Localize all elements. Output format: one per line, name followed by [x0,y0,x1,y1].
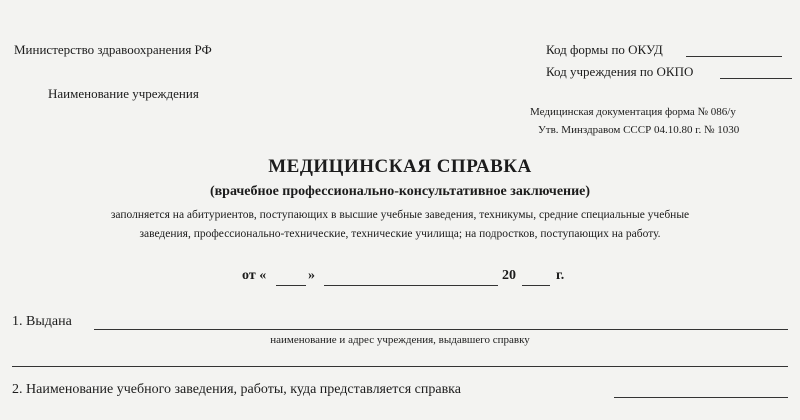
date-year-field[interactable] [522,285,550,286]
date-year-prefix: 20 [502,268,516,283]
okud-label: Код формы по ОКУД [546,42,663,57]
issued-label: 1. Выдана [12,314,72,329]
date-from-label: от « [242,268,267,283]
okpo-label: Код учреждения по ОКПО [546,64,694,79]
date-year-suffix: г. [556,268,565,283]
certificate-title: МЕДИЦИНСКАЯ СПРАВКА [268,156,532,177]
issued-caption: наименование и адрес учреждения, выдавшего справку [270,334,530,346]
ministry-name: Министерство здравоохранения РФ [14,42,212,57]
date-close-quote: » [308,268,315,283]
date-month-field[interactable] [324,285,498,286]
certificate-subtitle: (врачебное профессионально-консультативное заключение) [209,184,591,199]
institution-name-label: Наименование учреждения [48,86,199,101]
institution-label: 2. Наименование учебного заведения, работы, куда представляется справка [12,382,461,397]
institution-field-line[interactable] [614,397,788,398]
okud-field-line[interactable] [686,56,782,57]
certificate-description-line2: заведения, профессионально-технические, технические училища; на подростков, поступающих на работу. [139,228,661,240]
doc-form-number: Медицинская документация форма № 086/у [530,106,736,118]
certificate-description-line1: заполняется на абитуриентов, поступающих в высшие учебные заведения, техникумы, средние специальные учебные [110,209,690,221]
date-day-field[interactable] [276,285,306,286]
issued-field-line-2[interactable] [12,366,788,367]
okpo-field-line[interactable] [720,78,792,79]
issued-field-line[interactable] [94,329,788,330]
approval-note: Утв. Минздравом СССР 04.10.80 г. № 1030 [538,124,740,136]
